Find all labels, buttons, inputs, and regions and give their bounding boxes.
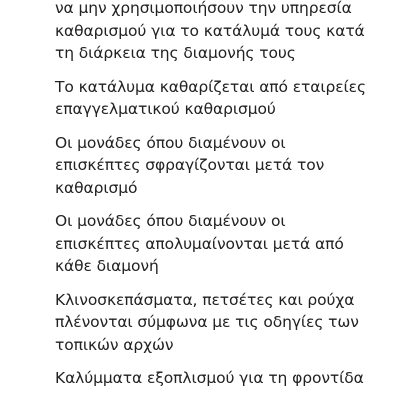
list-item (55, 76, 420, 121)
health-measures-list (55, 0, 420, 401)
list-item-line: επισκέπτες απολυμαίνονται μετά από (55, 234, 344, 253)
list-item-line: τοπικών αρχών (55, 335, 174, 354)
list-item (55, 210, 420, 278)
list-item (55, 0, 420, 65)
list-item-line: καθαρισμό (55, 178, 138, 197)
list-item-line: τη διάρκεια της διαμονής τους (55, 44, 296, 62)
list-item-line: πλένονται σύμφωνα με τις οδηγίες των (55, 313, 359, 331)
list-item-line: Οι μονάδες όπου διαμένουν οι (55, 133, 286, 152)
list-item-line: επισκέπτες σφραγίζονται μετά τον (55, 156, 325, 174)
list-item (55, 367, 420, 390)
list-item-line: Το κατάλυμα καθαρίζεται από εταιρείες (55, 77, 366, 96)
list-item-line: επαγγελματικού καθαρισμού (55, 100, 276, 118)
list-item-line: να μην χρησιμοποιήσουν την υπηρεσία (55, 0, 352, 17)
list-item-line: καθαρισμού για το κατάλυμά τους κατά (55, 21, 365, 40)
list-item (55, 132, 420, 200)
list-item (55, 289, 420, 357)
list-item-line: Οι μονάδες όπου διαμένουν οι (55, 212, 286, 230)
list-item-line: κάθε διαμονή (55, 257, 159, 275)
list-item-line: Καλύμματα εξοπλισμού για τη φροντίδα (55, 369, 364, 387)
list-item-line: Κλινοσκεπάσματα, πετσέτες και ρούχα (55, 290, 355, 309)
